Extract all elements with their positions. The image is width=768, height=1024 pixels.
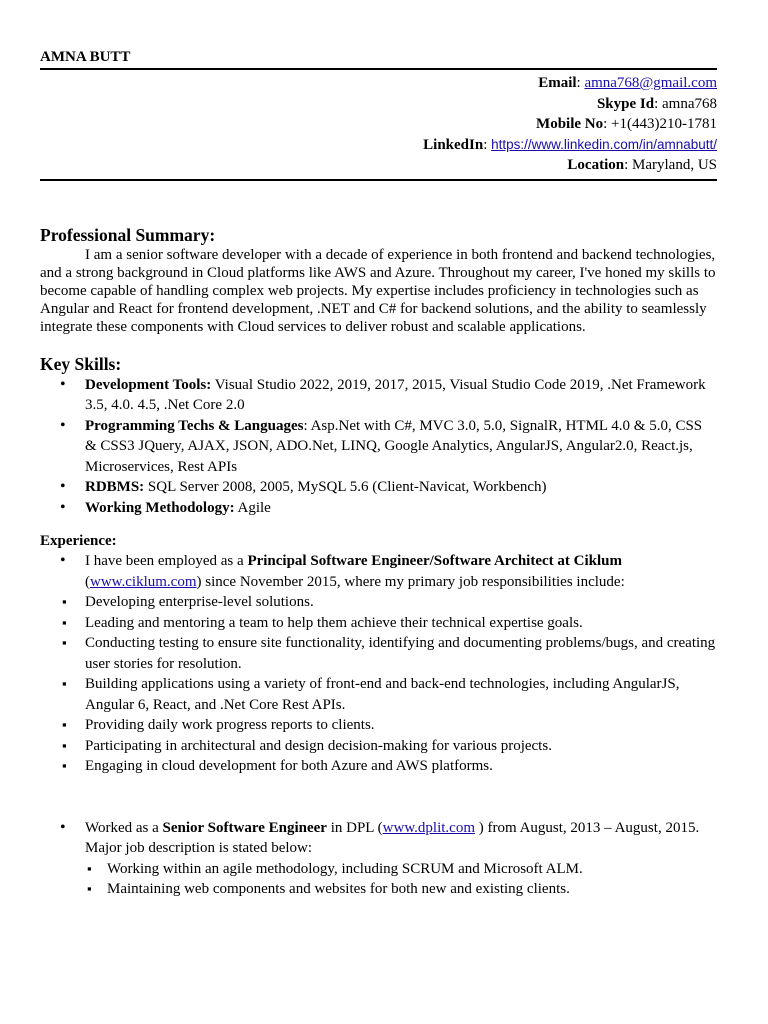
location-line: Location: Maryland, US bbox=[567, 157, 717, 174]
linkedin-line: LinkedIn: https://www.linkedin.com/in/amnabutt/ bbox=[423, 136, 717, 153]
linkedin-label: LinkedIn bbox=[423, 136, 484, 153]
job-paren: ( bbox=[85, 573, 90, 590]
skill-item bbox=[40, 498, 717, 519]
skills-heading: Key Skills: bbox=[40, 353, 122, 374]
duty-item: ▪ Building applications using a variety of front-end and back-end technologies, including AngularJS, Angular 6, React, and .Net Core Rest APIs. bbox=[40, 674, 717, 715]
email-line: Email: amna768@gmail.com bbox=[538, 75, 717, 91]
skill-label: Programming Techs & Languages bbox=[85, 417, 304, 434]
mobile-line: Mobile No: +1(443)210-1781 bbox=[536, 116, 717, 133]
email-label: Email bbox=[538, 75, 577, 91]
dplit-link[interactable]: www.dplit.com bbox=[382, 819, 476, 836]
job-rest: ) from August, 2013 – August, 2015. Major job description is stated below: bbox=[85, 819, 700, 857]
mobile-value: +1(443)210-1781 bbox=[611, 116, 717, 133]
skype-label: Skype Id bbox=[596, 95, 655, 112]
skill-item bbox=[40, 375, 717, 416]
skill-label: Development Tools: bbox=[85, 376, 212, 393]
dpl-duties bbox=[40, 859, 717, 900]
experience-heading: Experience: bbox=[40, 533, 117, 550]
job-intro: Worked as a bbox=[85, 819, 163, 836]
job-title: Senior Software Engineer bbox=[162, 819, 327, 836]
skill-text: SQL Server 2008, 2005, MySQL 5.6 (Client-Navicat, Workbench) bbox=[144, 479, 547, 496]
skill-text: Agile bbox=[234, 499, 271, 516]
skill-label: Working Methodology: bbox=[85, 499, 235, 516]
job-dpl bbox=[40, 818, 717, 859]
ciklum-link[interactable]: www.ciklum.com bbox=[90, 573, 197, 590]
skill-label: RDBMS: bbox=[85, 479, 145, 496]
job-title: Principal Software Engineer/Software Architect at Ciklum bbox=[247, 553, 622, 570]
summary-heading: Professional Summary: bbox=[40, 224, 216, 245]
job-intro: I have been employed as a bbox=[85, 553, 248, 570]
experience-list bbox=[40, 551, 717, 592]
duty-item: ▪ Participating in architectural and design decision-making for various projects. bbox=[40, 736, 717, 757]
job-mid: in DPL ( bbox=[326, 819, 383, 836]
duty-item: ▪ Providing daily work progress reports to clients. bbox=[40, 715, 717, 736]
location-label: Location bbox=[567, 157, 625, 174]
job-rest: ) since November 2015, where my primary job responsibilities include: bbox=[196, 573, 625, 590]
candidate-name: AMNA BUTT bbox=[40, 49, 131, 65]
job-ciklum bbox=[40, 551, 717, 592]
ciklum-duties bbox=[40, 592, 717, 777]
duty-item: ▪ Conducting testing to ensure site functionality, identifying and documenting problems/bugs, and creating user stories for resolution. bbox=[40, 633, 717, 674]
duty-item: ▪ Maintaining web components and websites for both new and existing clients. bbox=[85, 879, 717, 900]
summary-text: I am a senior software developer with a decade of experience in both frontend and backend technologies, and a strong background in Cloud platforms like AWS and Azure. Throughout my career, I've honed my skills to become capable of handling complex web projects. My expertise includes proficiency in technologies such as Angular and React for frontend development, .NET and C# for backend solutions, and the ability to seamlessly integrate these components with Cloud services to deliver robust and scalable applications. bbox=[40, 246, 716, 335]
skill-item bbox=[40, 416, 717, 478]
skill-text: : Asp.Net with C#, MVC 3.0, 5.0, SignalR, HTML 4.0 & 5.0, CSS & CSS3 JQuery, AJAX, JSON, ADO.Net, LINQ, Google Analytics, AngularJS, Angular2.0, React.js, Microservices, Rest APIs bbox=[85, 417, 703, 475]
skype-line: Skype Id: amna768 bbox=[596, 95, 717, 112]
duty-item: ▪ Developing enterprise-level solutions. bbox=[40, 592, 717, 613]
header-bottom-rule bbox=[40, 179, 717, 181]
skills-list bbox=[40, 375, 717, 519]
experience-list-2 bbox=[40, 818, 717, 859]
resume-page bbox=[40, 48, 717, 900]
duty-item: ▪ Leading and mentoring a team to help them achieve their technical expertise goals. bbox=[40, 613, 717, 634]
skill-text: Visual Studio 2022, 2019, 2017, 2015, Visual Studio Code 2019, .Net Framework 3.5, 4.0. 4.5, .Net Core 2.0 bbox=[85, 376, 706, 414]
duty-item: ▪ Working within an agile methodology, including SCRUM and Microsoft ALM. bbox=[85, 859, 717, 880]
linkedin-link[interactable]: https://www.linkedin.com/in/amnabutt/ bbox=[491, 136, 717, 152]
location-value: Maryland, US bbox=[632, 157, 717, 174]
mobile-label: Mobile No bbox=[536, 116, 604, 133]
duty-item: ▪ Engaging in cloud development for both Azure and AWS platforms. bbox=[40, 756, 717, 777]
skype-value: amna768 bbox=[662, 95, 717, 112]
contact-block bbox=[40, 70, 717, 179]
skill-item bbox=[40, 477, 717, 498]
email-link[interactable]: amna768@gmail.com bbox=[584, 75, 717, 91]
